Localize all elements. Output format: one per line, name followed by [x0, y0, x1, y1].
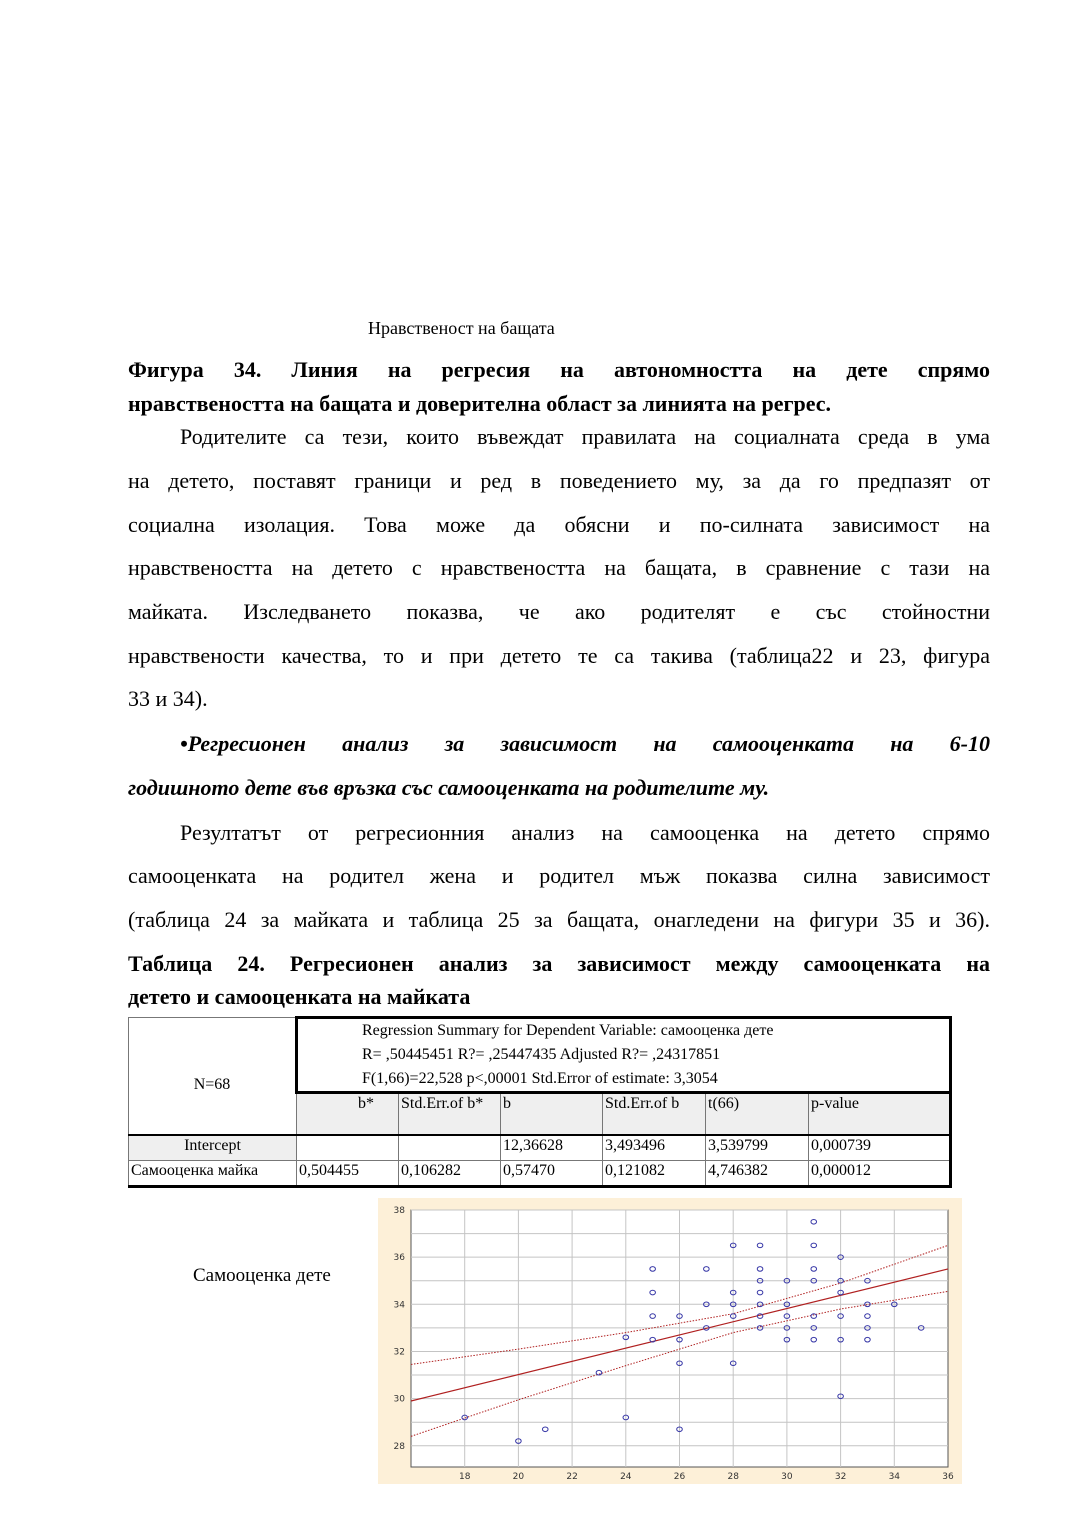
summary-line: Regression Summary for Dependent Variable: самооценка дете [362, 1022, 774, 1039]
paragraph-line: майката. Изследването показва, че ако родителят е със стойностни [128, 599, 990, 624]
paragraph-line: Резултатът от регресионния анализ на самооценка на детето спрямо [180, 820, 990, 845]
n-label: N=68 [129, 1018, 297, 1135]
paragraph-line: 33 и 34). [128, 686, 208, 711]
x-tick-label: 34 [888, 1472, 901, 1482]
paragraph-line: нравствеността на детето с нравствеността на бащата, в сравнение с тази на [128, 555, 990, 580]
table-caption-line: детето и самооценката на майката [128, 984, 471, 1009]
table-cell: 0,121082 [603, 1160, 706, 1186]
paragraph-line: социална изолация. Това може да обясни и по-силната зависимост на [128, 512, 990, 537]
table-row [129, 1135, 951, 1161]
table-cell: 3,493496 [603, 1135, 706, 1161]
table-cell: 0,504455 [297, 1160, 399, 1186]
x-tick-label: 22 [566, 1472, 578, 1482]
column-header: Std.Err.of b* [399, 1093, 501, 1135]
x-tick-label: 36 [942, 1472, 954, 1482]
x-tick-label: 32 [834, 1472, 847, 1482]
table-cell: 0,000739 [809, 1135, 951, 1161]
section-heading-line: годишното дете във връзка със самооценката на родителите му. [128, 775, 770, 800]
section-heading-line: •Регресионен анализ за зависимост на самооценката на 6-10 [180, 731, 990, 756]
y-tick-label: 38 [393, 1206, 405, 1216]
y-tick-label: 34 [393, 1300, 405, 1311]
y-tick-label: 28 [393, 1441, 405, 1452]
table-cell [399, 1135, 501, 1161]
paragraph-line: на детето, поставят граници и ред в поведението му, за да го предпазят от [128, 468, 990, 493]
table-cell: 12,36628 [501, 1135, 603, 1161]
table-cell: 4,746382 [706, 1160, 809, 1186]
x-tick-label: 28 [727, 1472, 739, 1482]
column-header: b [501, 1093, 603, 1135]
x-tick-label: 26 [673, 1472, 686, 1482]
y-tick-label: 30 [393, 1394, 405, 1405]
figure-caption-line: нравствеността на бащата и доверителна област за линията на регрес. [128, 391, 832, 416]
y-tick-label: 32 [393, 1347, 405, 1358]
x-tick-label: 20 [512, 1472, 525, 1482]
regression-table [128, 1016, 952, 1188]
column-header: p-value [809, 1093, 951, 1135]
table-cell: 3,539799 [706, 1135, 809, 1161]
x-tick-label: 24 [620, 1472, 632, 1482]
paragraph-line: (таблица 24 за майката и таблица 25 за бащата, онагледени на фигури 35 и 36). [128, 907, 990, 932]
table-caption-line: Таблица 24. Регресионен анализ за зависимост между самооценката на [128, 951, 990, 976]
regression-summary [297, 1018, 951, 1093]
column-header: Std.Err.of b [603, 1093, 706, 1135]
table-cell: 0,57470 [501, 1160, 603, 1186]
scatter-plot-svg [378, 1198, 962, 1484]
table-cell: 0,106282 [399, 1160, 501, 1186]
paragraph-line: нравствености качества, то и при детето те са такива (таблица22 и 23, фигура [128, 643, 990, 668]
figure-axis-label: Нравственост на бащата [368, 318, 555, 338]
x-tick-label: 18 [458, 1472, 471, 1482]
column-header: b* [297, 1093, 399, 1135]
table-row [129, 1160, 951, 1186]
column-header: t(66) [706, 1093, 809, 1135]
summary-line: F(1,66)=22,528 p<,00001 Std.Error of estimate: 3,3054 [362, 1070, 718, 1087]
summary-line: R= ,50445451 R?= ,25447435 Adjusted R?= ,24317851 [362, 1046, 721, 1063]
paragraph-line: Родителите са тези, които въвеждат правилата на социалната среда в ума [180, 424, 990, 449]
y-tick-label: 36 [393, 1253, 405, 1264]
table-cell [297, 1135, 399, 1161]
paragraph-line: самооценката на родител жена и родител мъж показва силна зависимост [128, 863, 990, 888]
table-cell: 0,000012 [809, 1160, 951, 1186]
chart-y-label: Самооценка дете [193, 1265, 331, 1286]
scatter-chart [378, 1198, 962, 1484]
x-tick-label: 30 [781, 1472, 793, 1482]
row-label: Intercept [129, 1135, 297, 1161]
figure-caption-line: Фигура 34. Линия на регресия на автономността на дете спрямо [128, 357, 990, 382]
row-label: Самооценка майка [129, 1160, 297, 1186]
